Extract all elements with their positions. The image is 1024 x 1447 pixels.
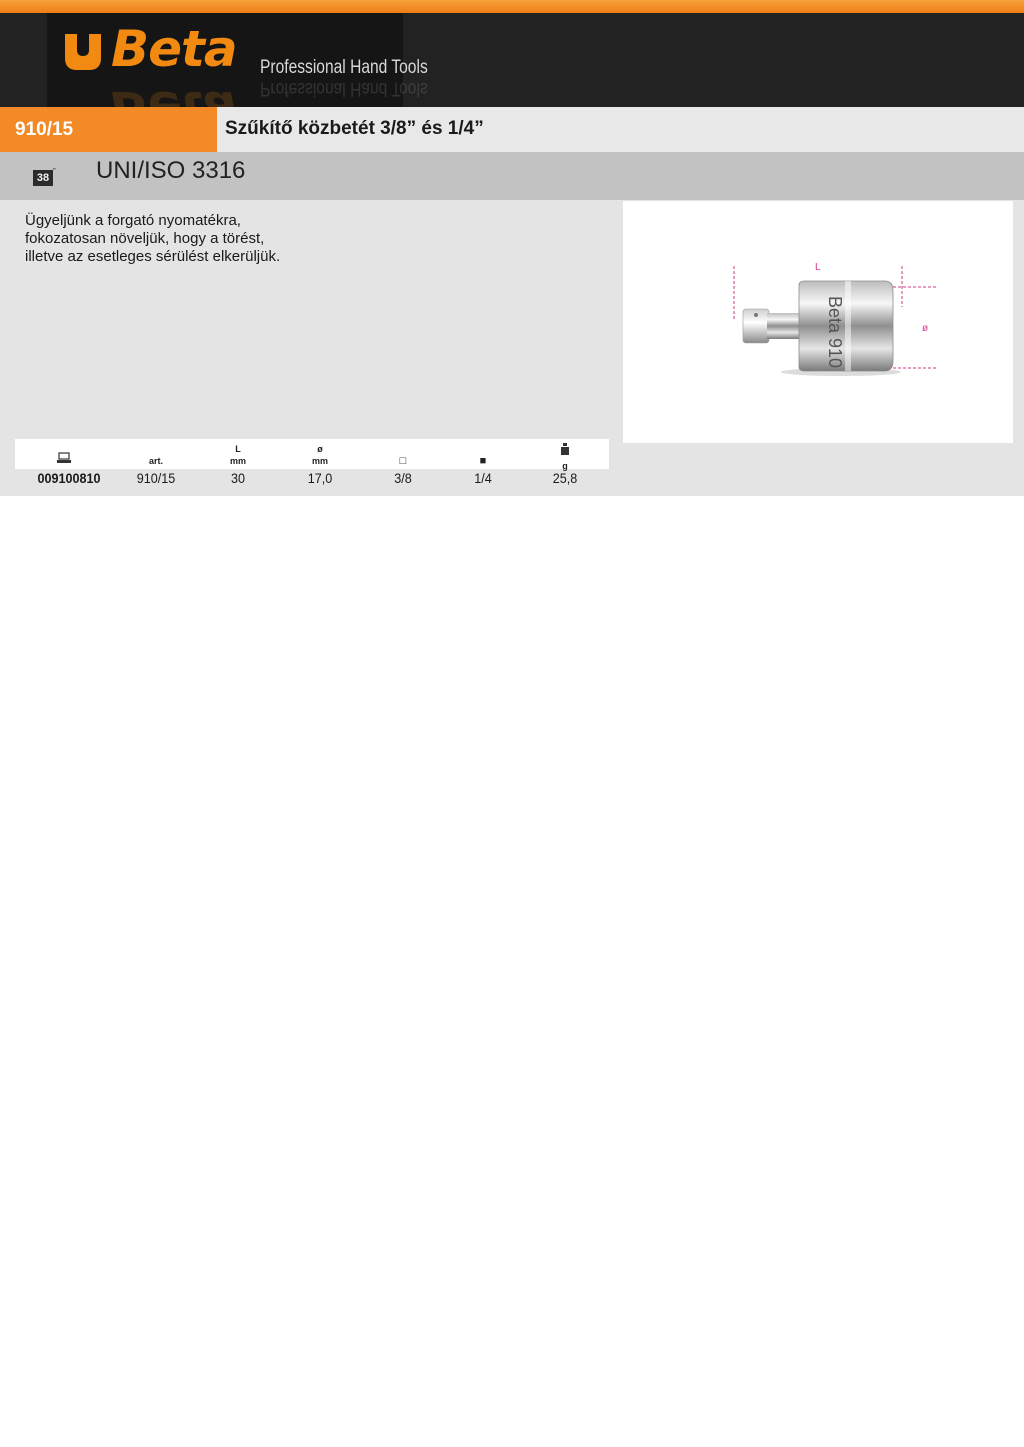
spec-table-header (15, 439, 609, 469)
header-diameter-label: ø (317, 444, 323, 454)
product-title: Szűkítő közbetét 3/8” és 1/4” (225, 118, 484, 139)
cell-diameter: 17,0 (307, 470, 333, 486)
brand-tagline: Professional Hand Tools (260, 57, 428, 78)
cell-art: 910/15 (136, 470, 176, 486)
engraving-text: Beta 910 (825, 296, 845, 369)
header-length-unit: mm (229, 456, 246, 466)
brand-logo (47, 13, 428, 107)
cell-female-square: 3/8 (394, 470, 412, 486)
drive-inch-mark: ” (53, 167, 56, 176)
male-square-icon: ■ (479, 455, 487, 467)
wrench-logo-icon (61, 30, 105, 74)
standard-label: UNI/ISO 3316 (96, 157, 246, 184)
diameter-label: ø (922, 323, 929, 334)
code-icon (56, 452, 72, 464)
header-weight (525, 442, 605, 472)
brand-tagline-reflection: Professional Hand Tools (260, 78, 428, 99)
logo-wordmark: Beta (111, 20, 237, 78)
weight-icon (560, 443, 570, 455)
usage-note-line: illetve az esetleges sérülést elkerüljük. (25, 248, 281, 265)
header-length (198, 443, 278, 467)
female-square-icon: □ (399, 455, 407, 467)
header-art: art. (148, 456, 163, 466)
drive-size-badge-icon: 38 (33, 170, 53, 186)
header-diameter (280, 443, 360, 467)
top-accent-stripe (0, 0, 1024, 13)
header-diameter-unit: mm (311, 456, 328, 466)
adapter-illustration (623, 201, 1013, 443)
spec-table-row (15, 469, 609, 489)
product-code: 910/15 (15, 119, 74, 140)
product-image-panel (623, 201, 1013, 443)
cell-code: 009100810 (37, 470, 101, 486)
cell-length: 30 (230, 470, 246, 486)
cell-weight: 25,8 (552, 470, 578, 486)
usage-note-line: fokozatosan növeljük, hogy a törést, (25, 230, 265, 247)
cell-male-square: 1/4 (474, 470, 492, 486)
length-label: L (815, 262, 821, 273)
header-length-label: L (235, 444, 241, 454)
header-code (24, 451, 104, 469)
header-weight-unit: g (562, 461, 568, 471)
usage-note-line: Ügyeljünk a forgató nyomatékra, (25, 212, 241, 229)
usage-note (25, 212, 385, 266)
